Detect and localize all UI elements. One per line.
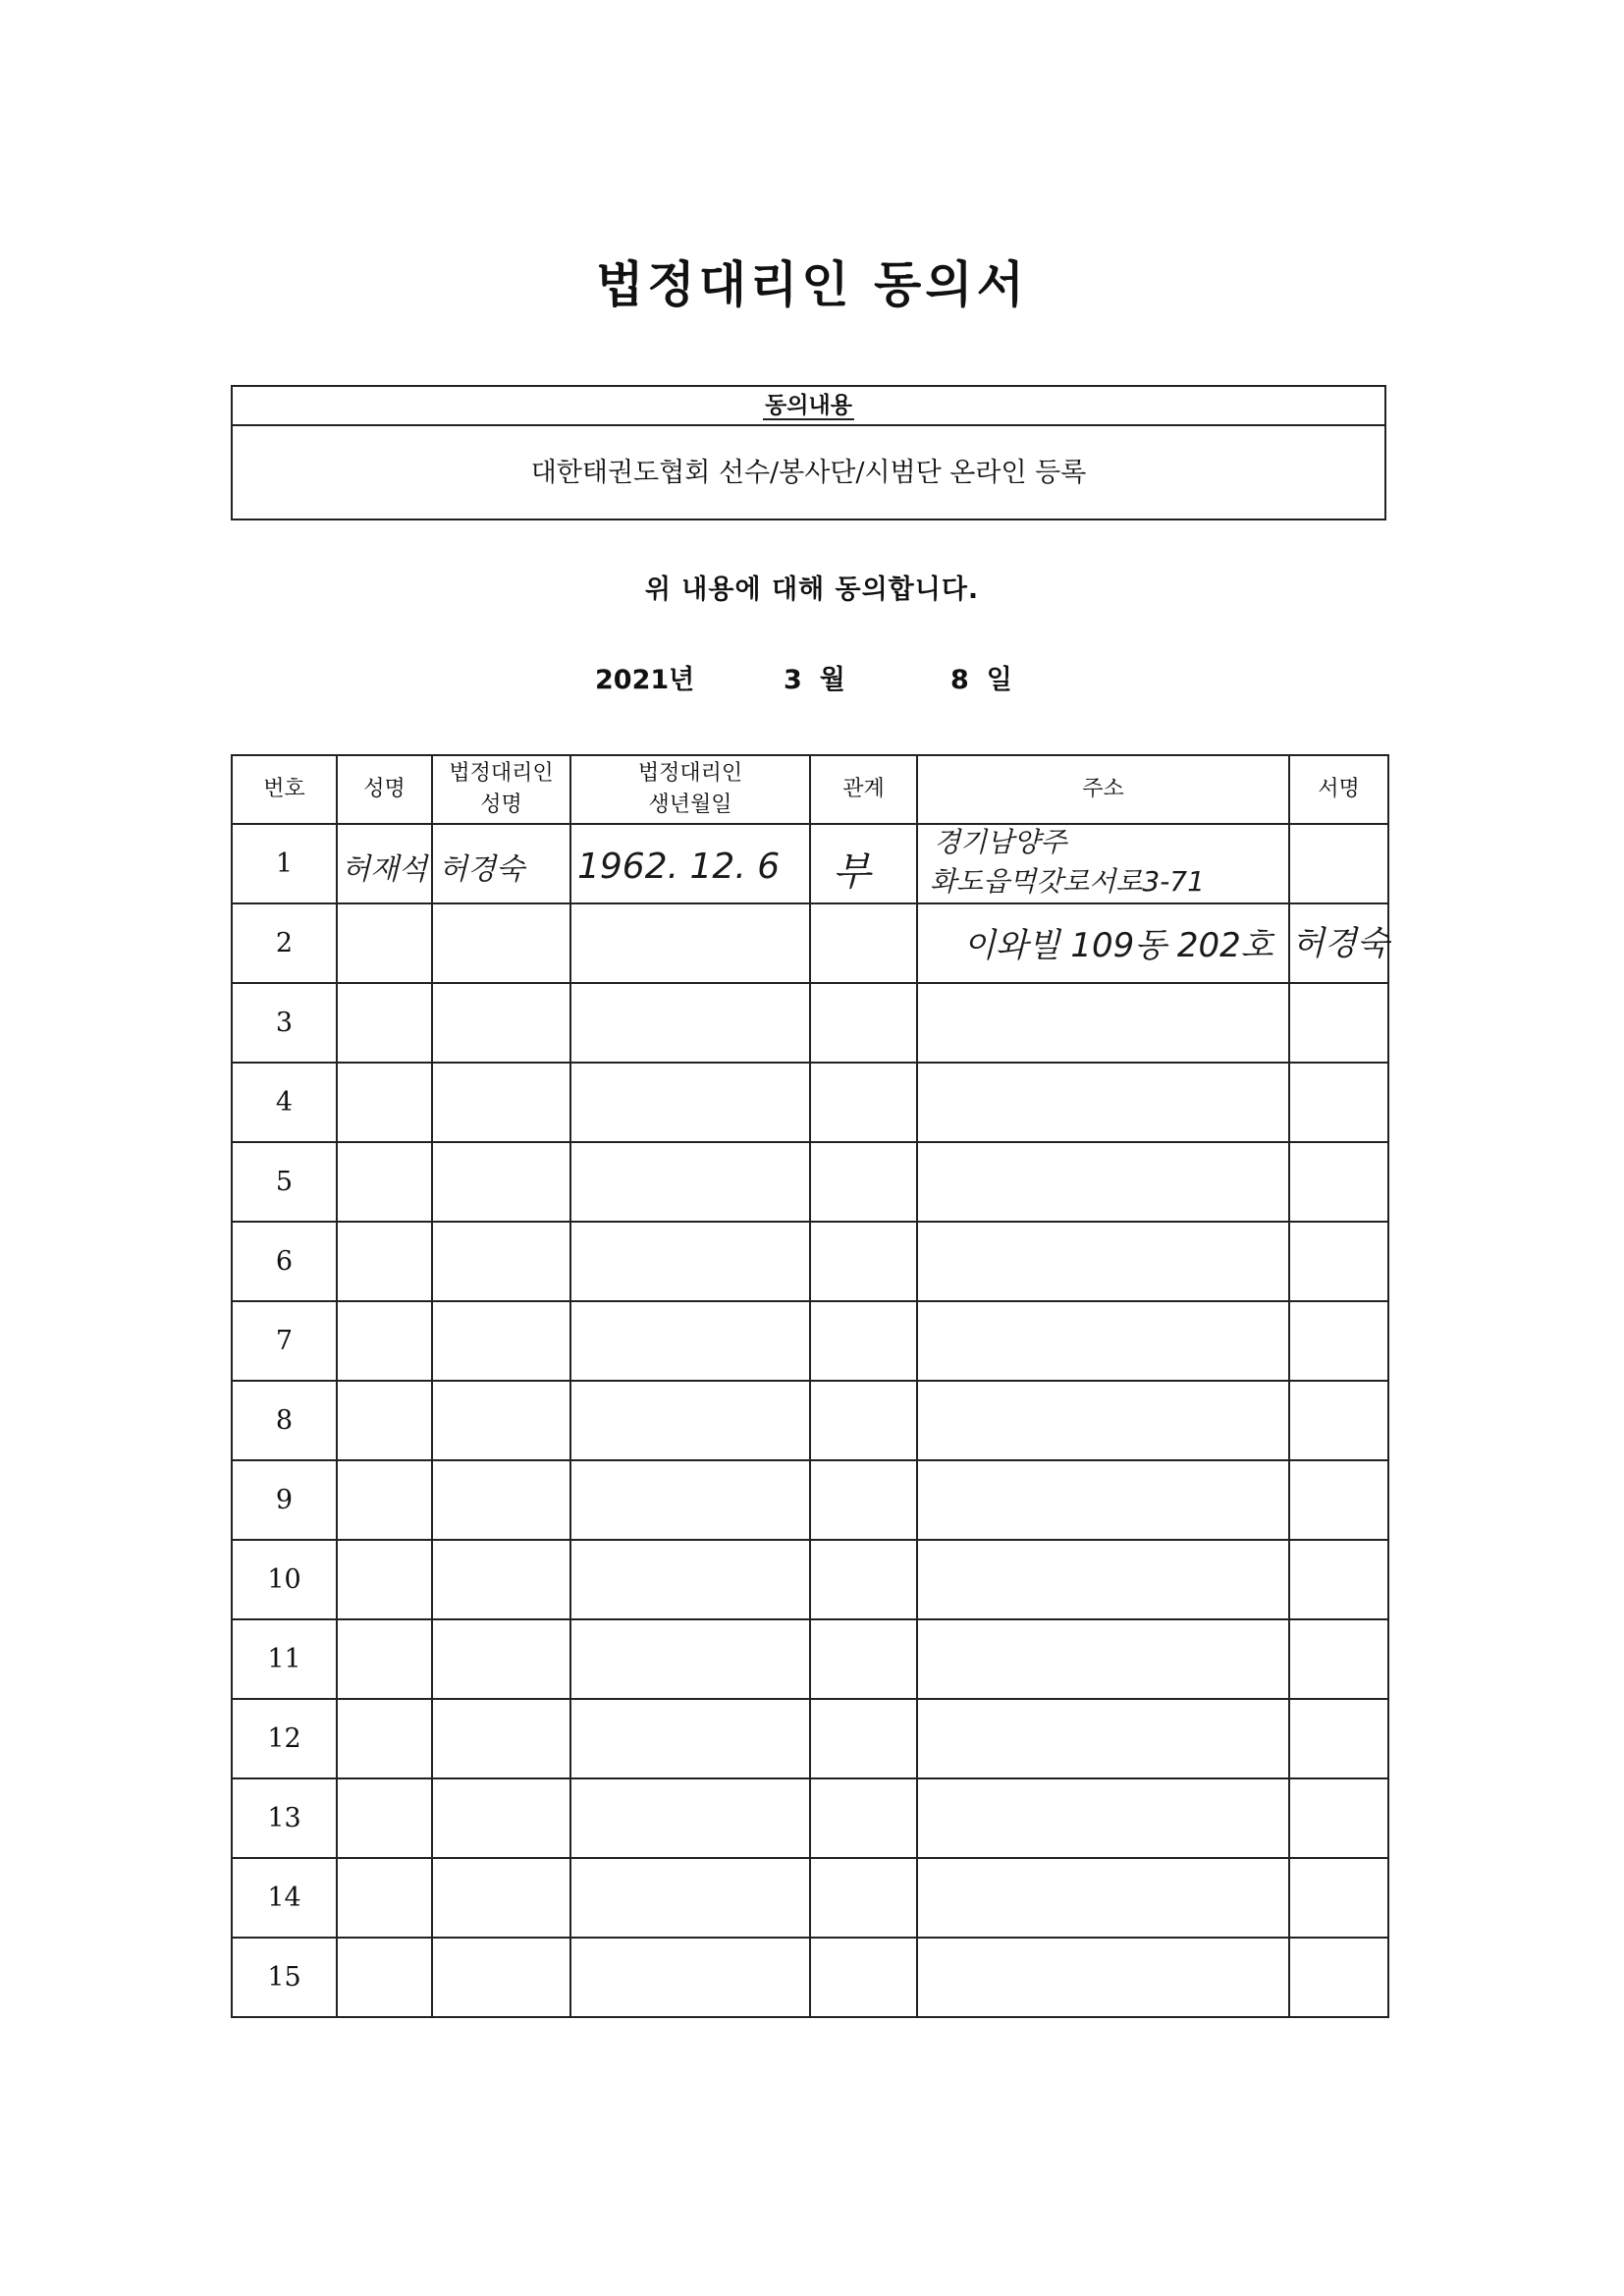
- row-number: 3: [232, 983, 337, 1063]
- agreement-statement: 위 내용에 대해 동의합니다.: [644, 574, 980, 605]
- header-guardian-birth-line2: 생년월일: [648, 793, 732, 817]
- guardian-name-cell: [432, 1460, 570, 1540]
- address-cell: [917, 1858, 1289, 1938]
- name-cell: [337, 1142, 432, 1222]
- table-row: [232, 1222, 1388, 1301]
- header-number: 번호: [232, 755, 337, 824]
- relation-cell: [810, 1063, 917, 1142]
- table-row: [232, 1460, 1388, 1540]
- name-cell: [337, 1540, 432, 1619]
- date-year: [595, 658, 694, 696]
- consent-heading-text: 동의내용: [765, 393, 852, 418]
- row-number: 11: [232, 1619, 337, 1699]
- relation-cell: [810, 824, 917, 903]
- row-number: 9: [232, 1460, 337, 1540]
- handwritten-address-line3: 이와빌 109동 202호: [963, 926, 1273, 965]
- row-number: 6: [232, 1222, 337, 1301]
- name-cell: [337, 1222, 432, 1301]
- guardian-name-cell: [432, 1301, 570, 1381]
- handwritten-address-line2: 화도읍먹갓로서로3-71: [930, 865, 1205, 898]
- relation-cell: [810, 1381, 917, 1460]
- guardian-birth-cell: [570, 1938, 810, 2017]
- header-address: 주소: [917, 755, 1289, 824]
- date-day-unit: 일: [986, 665, 1012, 695]
- signature-cell: [1289, 1460, 1388, 1540]
- address-cell: [917, 903, 1289, 983]
- guardian-birth-cell: [570, 1699, 810, 1778]
- signature-cell: [1289, 983, 1388, 1063]
- guardian-birth-cell: [570, 1858, 810, 1938]
- relation-cell: [810, 1301, 917, 1381]
- date-day-value: 8: [950, 665, 969, 695]
- header-name: 성명: [337, 755, 432, 824]
- address-cell: [917, 1301, 1289, 1381]
- name-cell: [337, 903, 432, 983]
- relation-cell: [810, 1778, 917, 1858]
- handwritten-guardian-name: 허경숙: [439, 852, 524, 887]
- date-day: [950, 658, 1012, 696]
- guardian-name-cell: [432, 903, 570, 983]
- row-number: 2: [232, 903, 337, 983]
- address-cell: [917, 1381, 1289, 1460]
- row-number: 8: [232, 1381, 337, 1460]
- relation-cell: [810, 983, 917, 1063]
- guardian-birth-cell: [570, 903, 810, 983]
- table-row: [232, 1142, 1388, 1222]
- relation-cell: [810, 1460, 917, 1540]
- guardian-name-cell: [432, 1142, 570, 1222]
- relation-cell: [810, 1699, 917, 1778]
- guardian-name-cell: [432, 1778, 570, 1858]
- name-cell: [337, 1858, 432, 1938]
- header-guardian-birth-line1: 법정대리인: [637, 761, 743, 786]
- address-cell: [917, 1142, 1289, 1222]
- name-cell: [337, 1699, 432, 1778]
- date-year-value: 2021: [595, 665, 670, 695]
- name-cell: [337, 1381, 432, 1460]
- table-row: [232, 1858, 1388, 1938]
- relation-cell: [810, 1540, 917, 1619]
- address-cell: [917, 983, 1289, 1063]
- address-cell: [917, 1938, 1289, 2017]
- signature-cell: [1289, 1619, 1388, 1699]
- signature-cell: [1289, 1858, 1388, 1938]
- signature-cell: [1289, 824, 1388, 903]
- row-number: 15: [232, 1938, 337, 2017]
- row-number: 5: [232, 1142, 337, 1222]
- address-cell: [917, 1699, 1289, 1778]
- table-row: [232, 1778, 1388, 1858]
- guardian-name-cell: [432, 983, 570, 1063]
- address-cell: [917, 1540, 1289, 1619]
- header-guardian-name: [432, 755, 570, 824]
- guardian-birth-cell: [570, 1222, 810, 1301]
- row-number: 12: [232, 1699, 337, 1778]
- signature-cell: [1289, 1222, 1388, 1301]
- table-row: [232, 1301, 1388, 1381]
- guardian-name-cell: [432, 1699, 570, 1778]
- guardian-birth-cell: [570, 1619, 810, 1699]
- table-row: [232, 1381, 1388, 1460]
- address-cell: [917, 824, 1289, 903]
- handwritten-address-line1: 경기남양주: [934, 826, 1067, 858]
- consent-content: 대한태권도협회 선수/봉사단/시범단 온라인 등록: [530, 458, 1087, 488]
- table-row: [232, 1063, 1388, 1142]
- relation-cell: [810, 1938, 917, 2017]
- header-guardian-name-line1: 법정대리인: [449, 761, 554, 786]
- guardian-birth-cell: [570, 824, 810, 903]
- guardian-birth-cell: [570, 1778, 810, 1858]
- guardian-name-cell: [432, 824, 570, 903]
- relation-cell: [810, 1858, 917, 1938]
- address-cell: [917, 1222, 1289, 1301]
- signature-cell: [1289, 1301, 1388, 1381]
- row-number: 10: [232, 1540, 337, 1619]
- signature-cell: [1289, 1699, 1388, 1778]
- guardian-birth-cell: [570, 1460, 810, 1540]
- table-row: [232, 1699, 1388, 1778]
- address-cell: [917, 1778, 1289, 1858]
- table-row: [232, 1938, 1388, 2017]
- guardian-birth-cell: [570, 1063, 810, 1142]
- relation-cell: [810, 1222, 917, 1301]
- registration-table: [231, 754, 1389, 2018]
- address-cell: [917, 1063, 1289, 1142]
- date-month-unit: 월: [819, 665, 845, 695]
- signature-cell: [1289, 1063, 1388, 1142]
- guardian-name-cell: [432, 1063, 570, 1142]
- date-year-unit: 년: [669, 665, 695, 695]
- table-row: [232, 1540, 1388, 1619]
- header-relation: 관계: [810, 755, 917, 824]
- name-cell: [337, 1778, 432, 1858]
- signature-cell: [1289, 903, 1388, 983]
- header-guardian-name-line2: 성명: [480, 793, 522, 817]
- signature-cell: [1289, 1938, 1388, 2017]
- header-signature: 서명: [1289, 755, 1388, 824]
- name-cell: [337, 1460, 432, 1540]
- address-cell: [917, 1619, 1289, 1699]
- handwritten-relation: 부: [833, 849, 871, 895]
- table-header-row: [232, 755, 1388, 824]
- name-cell: [337, 983, 432, 1063]
- guardian-name-cell: [432, 1619, 570, 1699]
- row-number: 13: [232, 1778, 337, 1858]
- guardian-name-cell: [432, 1222, 570, 1301]
- handwritten-guardian-birth: 1962. 12. 6: [577, 847, 781, 887]
- date-month: [784, 658, 845, 696]
- name-cell: [337, 1619, 432, 1699]
- handwritten-name: 허재석: [342, 852, 427, 887]
- signature-cell: [1289, 1381, 1388, 1460]
- guardian-birth-cell: [570, 1142, 810, 1222]
- row-number: 4: [232, 1063, 337, 1142]
- table-row: [232, 1619, 1388, 1699]
- signature-cell: [1289, 1540, 1388, 1619]
- document-title: 법정대리인 동의서: [596, 256, 1028, 313]
- consent-box: [231, 385, 1386, 520]
- row-number: 7: [232, 1301, 337, 1381]
- name-cell: [337, 1063, 432, 1142]
- signature-cell: [1289, 1142, 1388, 1222]
- date-month-value: 3: [784, 665, 802, 695]
- consent-heading: [233, 387, 1384, 426]
- relation-cell: [810, 903, 917, 983]
- table-row: [232, 903, 1388, 983]
- guardian-name-cell: [432, 1938, 570, 2017]
- row-number: 1: [232, 824, 337, 903]
- name-cell: [337, 1301, 432, 1381]
- relation-cell: [810, 1142, 917, 1222]
- guardian-birth-cell: [570, 1381, 810, 1460]
- guardian-birth-cell: [570, 983, 810, 1063]
- table-row: [232, 824, 1388, 903]
- header-guardian-birth: [570, 755, 810, 824]
- guardian-birth-cell: [570, 1540, 810, 1619]
- table-row: [232, 983, 1388, 1063]
- guardian-birth-cell: [570, 1301, 810, 1381]
- guardian-name-cell: [432, 1381, 570, 1460]
- relation-cell: [810, 1619, 917, 1699]
- guardian-name-cell: [432, 1540, 570, 1619]
- address-cell: [917, 1460, 1289, 1540]
- guardian-name-cell: [432, 1858, 570, 1938]
- name-cell: [337, 1938, 432, 2017]
- signature-cell: [1289, 1778, 1388, 1858]
- handwritten-signature: 허경숙: [1292, 924, 1389, 963]
- row-number: 14: [232, 1858, 337, 1938]
- name-cell: [337, 824, 432, 903]
